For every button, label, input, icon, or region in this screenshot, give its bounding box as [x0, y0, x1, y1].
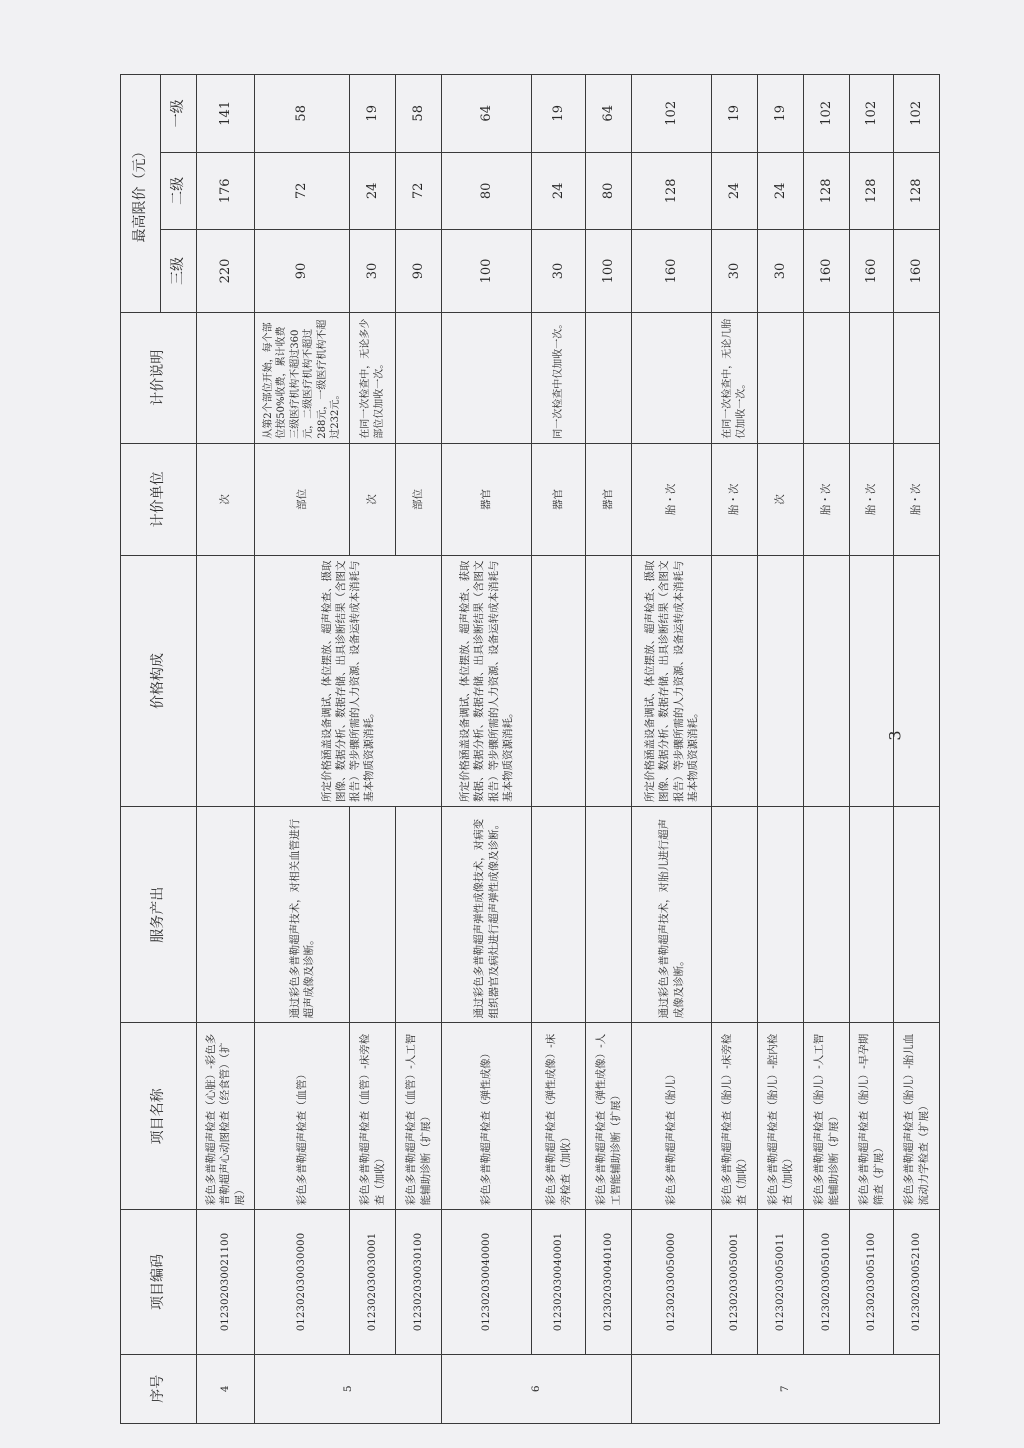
- price-level3: 160: [632, 230, 712, 313]
- code-cell: 012302030021100: [197, 1210, 255, 1354]
- note-cell: [850, 312, 894, 443]
- price-level3: 30: [532, 230, 586, 313]
- code-cell: 012302030040001: [532, 1210, 586, 1354]
- unit-cell: 次: [350, 443, 396, 555]
- price-level3: 30: [758, 230, 804, 313]
- price-level1: 19: [712, 75, 758, 153]
- note-cell: [758, 312, 804, 443]
- composition-cell: [197, 555, 255, 806]
- price-level3: 220: [197, 230, 255, 313]
- unit-cell: 次: [758, 443, 804, 555]
- service-cell: 通过彩色多普勒超声技术，对相关血管进行超声成像及诊断。: [255, 807, 350, 1023]
- name-cell: 彩色多普勒超声检查（胎儿）-胎儿血流动力学检查（扩展）: [894, 1023, 940, 1210]
- note-cell: 从第2个部位开始，每个部位按50%收费，累计收费三级医疗机构不超过360元，二级医疗机构不超过288元，一级医疗机构不超过232元。: [255, 312, 350, 443]
- code-cell: 012302030030000: [255, 1210, 350, 1354]
- service-cell: [197, 807, 255, 1023]
- table-row: [712, 75, 758, 1424]
- price-table: [120, 74, 940, 1424]
- name-cell: 彩色多普勒超声检查（胎儿）: [632, 1023, 712, 1210]
- table-row: [632, 75, 712, 1424]
- header-max-price: 最高限价（元）: [121, 75, 161, 313]
- unit-cell: 器官: [586, 443, 632, 555]
- table-row: [255, 75, 350, 1424]
- composition-cell: [850, 555, 894, 806]
- service-cell: [758, 807, 804, 1023]
- composition-cell: [532, 555, 586, 806]
- price-level1: 19: [758, 75, 804, 153]
- price-level1: 102: [894, 75, 940, 153]
- price-level2: 24: [712, 152, 758, 229]
- price-level1: 102: [804, 75, 850, 153]
- price-level3: 100: [442, 230, 532, 313]
- note-cell: [894, 312, 940, 443]
- code-cell: 012302030050000: [632, 1210, 712, 1354]
- table-row: [758, 75, 804, 1424]
- header-level1: 一级: [161, 75, 197, 153]
- composition-cell: [586, 555, 632, 806]
- table-row: [804, 75, 850, 1424]
- price-level2: 72: [255, 152, 350, 229]
- name-cell: 彩色多普勒超声检查（血管）: [255, 1023, 350, 1210]
- price-level1: 141: [197, 75, 255, 153]
- price-level3: 160: [850, 230, 894, 313]
- name-cell: 彩色多普勒超声检查（血管）-人工智能辅助诊断（扩展）: [396, 1023, 442, 1210]
- composition-cell: 所定价格涵盖设备调试、体位摆放、超声检查、摄取图像、数据分析、数据存储、出具诊断结果（含图文报告）等步骤所需的人力资源、设备运转成本消耗与基本物质资源消耗。: [255, 555, 442, 806]
- note-cell: 在同一次检查中，无论几胎仅加收一次。: [712, 312, 758, 443]
- price-level3: 90: [396, 230, 442, 313]
- note-cell: [586, 312, 632, 443]
- unit-cell: 器官: [442, 443, 532, 555]
- price-level3: 30: [350, 230, 396, 313]
- name-cell: 彩色多普勒超声检查（胎儿）-早孕期筛查（扩展）: [850, 1023, 894, 1210]
- name-cell: 彩色多普勒超声检查（胎儿）-人工智能辅助诊断（扩展）: [804, 1023, 850, 1210]
- price-level1: 64: [442, 75, 532, 153]
- price-level2: 24: [532, 152, 586, 229]
- note-cell: 在同一次检查中，无论多少部位仅加收一次。: [350, 312, 396, 443]
- composition-cell: [804, 555, 850, 806]
- composition-cell: 所定价格涵盖设备调试、体位摆放、超声检查、获取数据、数据分析、数据存储、出具诊断结果（含图文报告）等步骤所需的人力资源、设备运转成本消耗与基本物质资源消耗。: [442, 555, 532, 806]
- note-cell: [396, 312, 442, 443]
- composition-cell: [712, 555, 758, 806]
- name-cell: 彩色多普勒超声检查（弹性成像）-人工智能辅助诊断（扩展）: [586, 1023, 632, 1210]
- header-level3: 三级: [161, 230, 197, 313]
- header-note: 计价说明: [121, 312, 197, 443]
- code-cell: 012302030030001: [350, 1210, 396, 1354]
- header-service: 服务产出: [121, 807, 197, 1023]
- note-cell: [804, 312, 850, 443]
- seq-cell: 7: [632, 1354, 940, 1423]
- service-cell: [850, 807, 894, 1023]
- service-cell: [804, 807, 850, 1023]
- price-level2: 24: [758, 152, 804, 229]
- service-cell: [350, 807, 396, 1023]
- name-cell: 彩色多普勒超声检查（弹性成像）-床旁检查（加收）: [532, 1023, 586, 1210]
- price-level2: 128: [894, 152, 940, 229]
- price-level2: 80: [442, 152, 532, 229]
- table-row: [850, 75, 894, 1424]
- code-cell: 012302030051100: [850, 1210, 894, 1354]
- composition-cell: [758, 555, 804, 806]
- code-cell: 012302030052100: [894, 1210, 940, 1354]
- note-cell: [442, 312, 532, 443]
- code-cell: 012302030040100: [586, 1210, 632, 1354]
- price-level2: 24: [350, 152, 396, 229]
- price-level1: 19: [532, 75, 586, 153]
- price-level3: 30: [712, 230, 758, 313]
- price-level2: 128: [804, 152, 850, 229]
- price-level2: 128: [850, 152, 894, 229]
- table-row: [894, 75, 940, 1424]
- unit-cell: 胎・次: [632, 443, 712, 555]
- page-number: 3: [885, 730, 905, 741]
- composition-cell: [894, 555, 940, 806]
- note-cell: [197, 312, 255, 443]
- table-row: [197, 75, 255, 1424]
- price-level3: 90: [255, 230, 350, 313]
- name-cell: 彩色多普勒超声检查（胎儿）-床旁检查（加收）: [712, 1023, 758, 1210]
- service-cell: [586, 807, 632, 1023]
- header-code: 项目编码: [121, 1210, 197, 1354]
- service-cell: [712, 807, 758, 1023]
- name-cell: 彩色多普勒超声检查（心脏）-彩色多普勒超声心动图检查（经食管）（扩展）: [197, 1023, 255, 1210]
- price-level2: 80: [586, 152, 632, 229]
- unit-cell: 器官: [532, 443, 586, 555]
- rotated-table-wrapper: [120, 74, 932, 1424]
- service-cell: [894, 807, 940, 1023]
- code-cell: 012302030030100: [396, 1210, 442, 1354]
- name-cell: 彩色多普勒超声检查（胎儿）-腔内检查（加收）: [758, 1023, 804, 1210]
- unit-cell: 胎・次: [712, 443, 758, 555]
- price-level2: 176: [197, 152, 255, 229]
- service-cell: [532, 807, 586, 1023]
- price-level1: 19: [350, 75, 396, 153]
- header-composition: 价格构成: [121, 555, 197, 806]
- code-cell: 012302030050100: [804, 1210, 850, 1354]
- seq-cell: 5: [255, 1354, 442, 1423]
- note-cell: 同一次检查中仅加收一次。: [532, 312, 586, 443]
- code-cell: 012302030050001: [712, 1210, 758, 1354]
- table-row: [532, 75, 586, 1424]
- seq-cell: 4: [197, 1354, 255, 1423]
- header-unit: 计价单位: [121, 443, 197, 555]
- price-level1: 58: [396, 75, 442, 153]
- header-name: 项目名称: [121, 1023, 197, 1210]
- header-row: [121, 75, 161, 1424]
- price-level1: 102: [850, 75, 894, 153]
- service-cell: 通过彩色多普勒超声技术，对胎儿进行超声成像及诊断。: [632, 807, 712, 1023]
- composition-cell: 所定价格涵盖设备调试、体位摆放、超声检查、摄取图像、数据分析、数据存储、出具诊断结果（含图文报告）等步骤所需的人力资源、设备运转成本消耗与基本物质资源消耗。: [632, 555, 712, 806]
- code-cell: 012302030050011: [758, 1210, 804, 1354]
- price-level2: 72: [396, 152, 442, 229]
- price-level1: 58: [255, 75, 350, 153]
- price-level3: 160: [894, 230, 940, 313]
- unit-cell: 部位: [396, 443, 442, 555]
- price-level3: 160: [804, 230, 850, 313]
- unit-cell: 胎・次: [894, 443, 940, 555]
- price-level2: 128: [632, 152, 712, 229]
- unit-cell: 胎・次: [804, 443, 850, 555]
- name-cell: 彩色多普勒超声检查（血管）-床旁检查（加收）: [350, 1023, 396, 1210]
- header-level2: 二级: [161, 152, 197, 229]
- price-level1: 102: [632, 75, 712, 153]
- service-cell: [396, 807, 442, 1023]
- unit-cell: 次: [197, 443, 255, 555]
- price-level3: 100: [586, 230, 632, 313]
- code-cell: 012302030040000: [442, 1210, 532, 1354]
- unit-cell: 部位: [255, 443, 350, 555]
- name-cell: 彩色多普勒超声检查（弹性成像）: [442, 1023, 532, 1210]
- unit-cell: 胎・次: [850, 443, 894, 555]
- table-row: [442, 75, 532, 1424]
- seq-cell: 6: [442, 1354, 632, 1423]
- service-cell: 通过彩色多普勒超声弹性成像技术，对病变组织器官及病灶进行超声弹性成像及诊断。: [442, 807, 532, 1023]
- table-row: [586, 75, 632, 1424]
- note-cell: [632, 312, 712, 443]
- header-seq: 序号: [121, 1354, 197, 1423]
- price-level1: 64: [586, 75, 632, 153]
